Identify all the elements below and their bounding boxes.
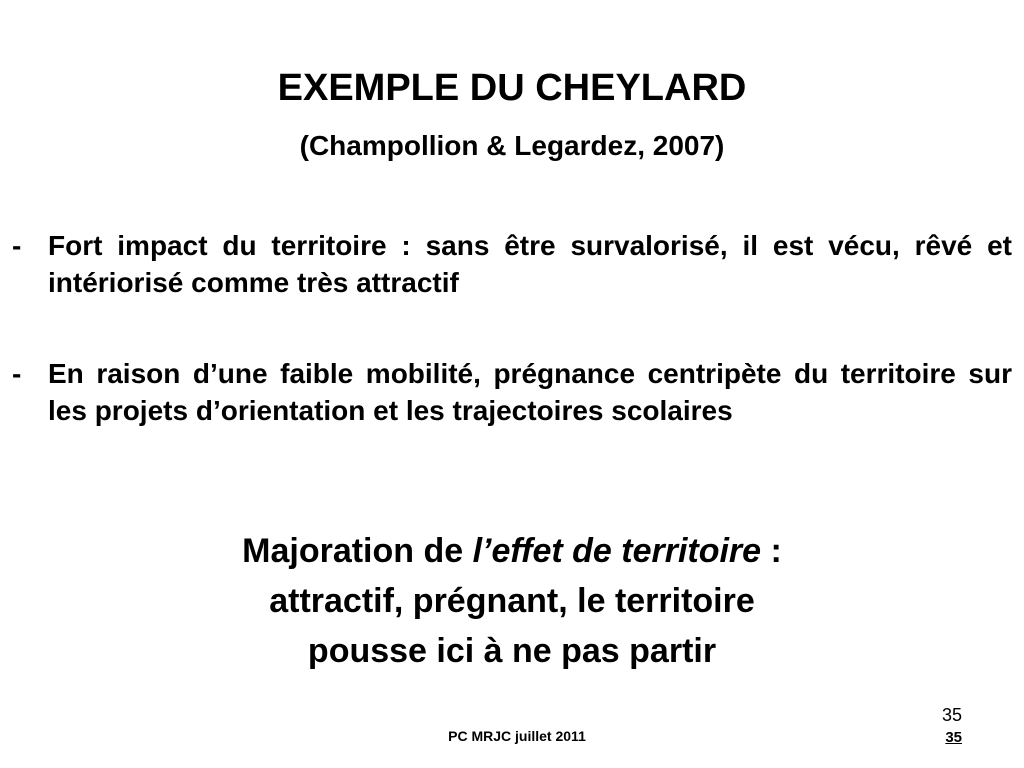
bullet-text: En raison d’une faible mobilité, prégnance centripète du territoire sur les projets d’orientation et les trajectoires scolaires: [48, 358, 1012, 426]
bullet-text: Fort impact du territoire : sans être survalorisé, il est vécu, rêvé et intériorisé comme très attractif: [48, 230, 1012, 298]
conclusion-suffix: :: [761, 532, 782, 570]
bullet-marker: -: [12, 230, 22, 261]
conclusion-line-3: pousse ici à ne pas partir: [307, 632, 717, 670]
slide-title: EXEMPLE DU CHEYLARD: [277, 67, 747, 109]
slide-subtitle: (Champollion & Legardez, 2007): [299, 130, 725, 161]
conclusion-emphasis: l’effet de territoire: [472, 532, 762, 570]
conclusion-line-1: [0, 526, 1024, 576]
page-number: 35: [941, 705, 962, 725]
footer-text: PC MRJC juillet 2011: [448, 728, 586, 744]
bullet-marker: -: [12, 358, 22, 389]
footer-page-number: 35: [945, 729, 962, 746]
conclusion-prefix: Majoration de: [242, 532, 473, 570]
conclusion-block: [0, 526, 1024, 676]
bullet-item: [12, 355, 1012, 429]
bullet-item: [12, 227, 1012, 301]
conclusion-line-2: attractif, prégnant, le territoire: [269, 582, 755, 620]
